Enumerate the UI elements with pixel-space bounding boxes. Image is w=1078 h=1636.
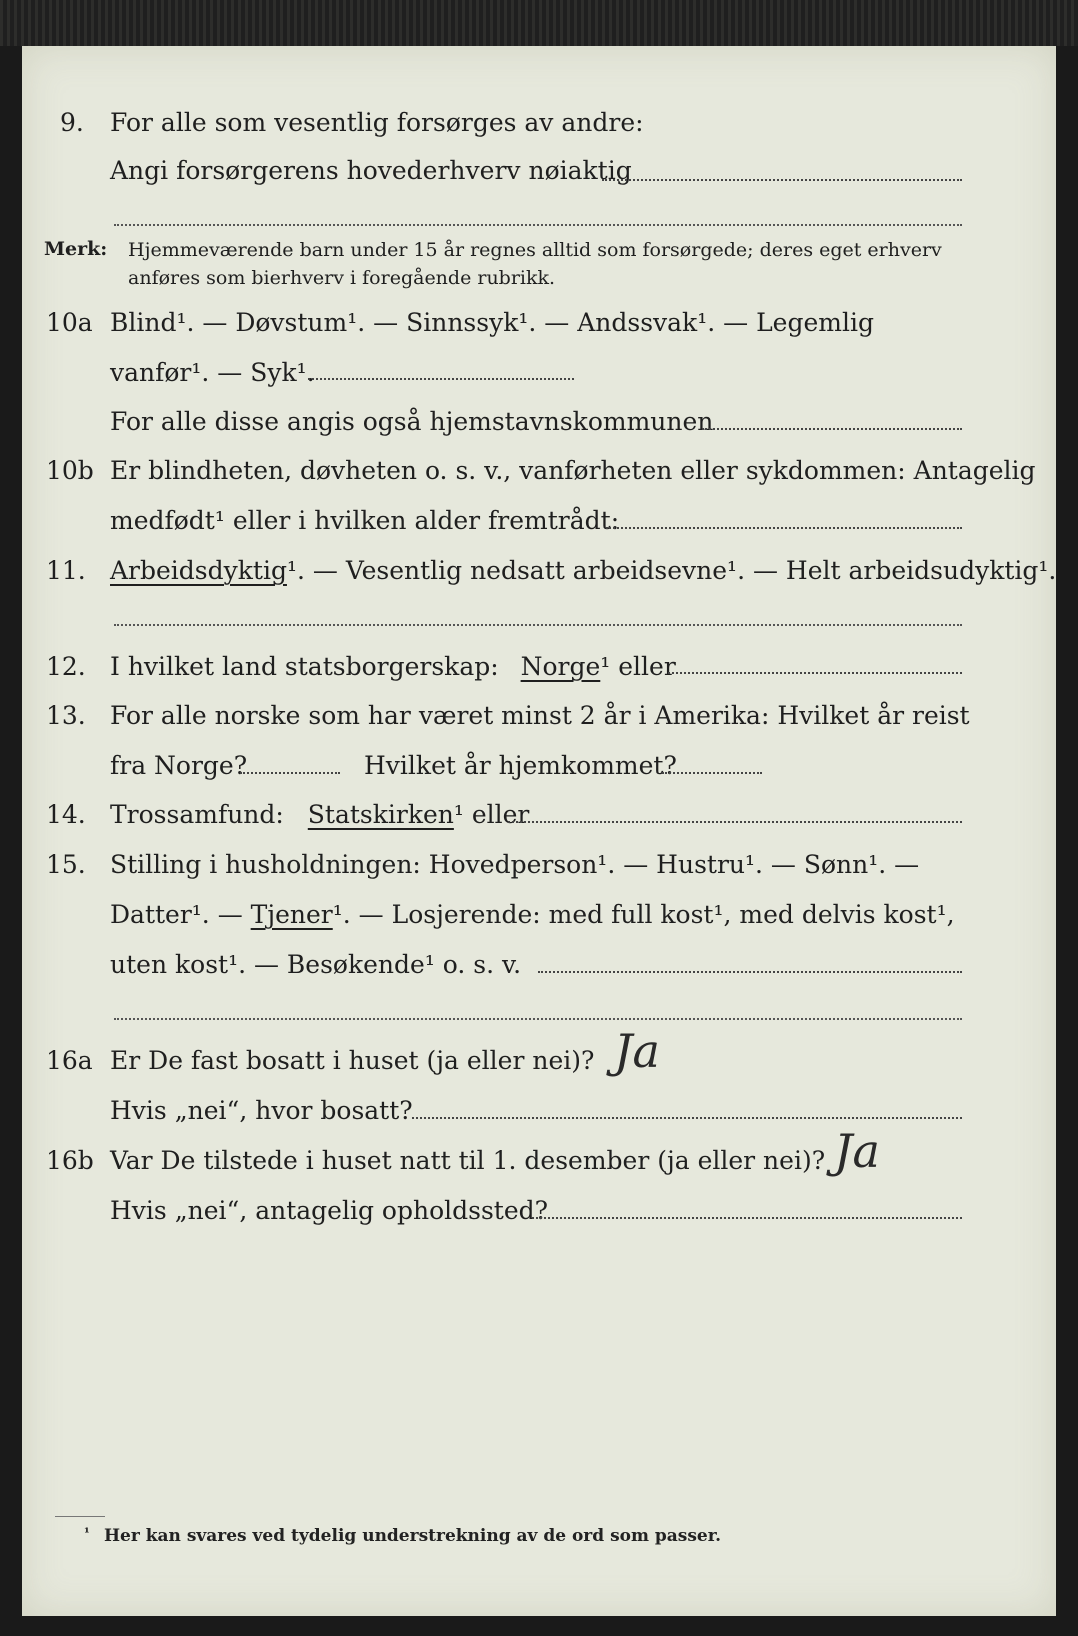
q10b-answer-line[interactable] — [606, 527, 962, 529]
q16a-answer-line[interactable] — [412, 1117, 962, 1119]
q9-answer-line-2[interactable] — [114, 224, 962, 226]
q10a-line2: vanfør¹. — Syk¹. — [110, 358, 315, 387]
q10a-line3: For alle disse angis også hjemstavnskommunen — [110, 407, 714, 436]
q9-line1: For alle som vesentlig forsørges av andre: — [110, 108, 644, 137]
q14-prefix: Trossamfund: — [110, 800, 284, 829]
q14-line — [110, 800, 529, 829]
q10b-line2: medfødt¹ eller i hvilken alder fremtrådt: — [110, 506, 620, 535]
scan-top-edge — [0, 0, 1078, 46]
q11-number: 11. — [46, 556, 86, 585]
q9-answer-line[interactable] — [602, 179, 962, 181]
q12-answer-line[interactable] — [668, 672, 962, 674]
q16a-line2: Hvis „nei“, hvor bosatt? — [110, 1096, 413, 1125]
q12-number: 12. — [46, 652, 86, 681]
q15-line2b: ¹. — Losjerende: med full kost¹, med delvis kost¹, — [332, 900, 955, 929]
q9-line2: Angi forsørgerens hovederhverv nøiaktig — [110, 156, 632, 185]
census-form-page — [22, 46, 1056, 1616]
q10b-line1: Er blindheten, døvheten o. s. v., vanførheten eller sykdommen: Antagelig — [110, 456, 1036, 485]
q12-suffix: ¹ eller — [600, 652, 676, 681]
q16b-line2: Hvis „nei“, antagelig opholdssted? — [110, 1196, 549, 1225]
q14-underlined-answer[interactable]: Statskirken — [307, 800, 454, 829]
merk-line2: anføres som bierhverv i foregående rubrikk. — [128, 267, 556, 289]
q10a-kommune-line[interactable] — [702, 428, 962, 430]
q16b-handwritten-answer[interactable]: Ja — [834, 1124, 880, 1178]
q15-line3: uten kost¹. — Besøkende¹ o. s. v. — [110, 950, 522, 979]
footnote-text: Her kan svares ved tydelig understrekning av de ord som passer. — [104, 1526, 722, 1546]
q16a-number: 16a — [46, 1046, 93, 1075]
q10a-answer-line[interactable] — [308, 378, 574, 380]
q11-line — [110, 556, 1056, 585]
q15-answer-line[interactable] — [538, 971, 962, 973]
q10b-number: 10b — [46, 456, 94, 485]
merk-line1: Hjemmeværende barn under 15 år regnes alltid som forsørgede; deres eget erhverv — [128, 239, 942, 261]
q10a-line1: Blind¹. — Døvstum¹. — Sinnssyk¹. — Andssvak¹. — Legemlig — [110, 308, 874, 337]
q15-line1: Stilling i husholdningen: Hovedperson¹. — Hustru¹. — Sønn¹. — — [110, 850, 920, 879]
q13-line1: For alle norske som har været minst 2 år i Amerika: Hvilket år reist — [110, 701, 970, 730]
q11-underlined-answer[interactable]: Arbeidsdyktig — [110, 556, 287, 585]
q13-line2b: Hvilket år hjemkommet? — [364, 751, 677, 780]
q16b-number: 16b — [46, 1146, 94, 1175]
q16a-handwritten-answer[interactable]: Ja — [614, 1024, 660, 1078]
q15-answer-line-2[interactable] — [114, 1018, 962, 1020]
q14-number: 14. — [46, 800, 86, 829]
footnote-mark: ¹ — [84, 1526, 90, 1541]
q11-rest: ¹. — Vesentlig nedsatt arbeidsevne¹. — Helt arbeidsudyktig¹. — [286, 556, 1057, 585]
q14-answer-line[interactable] — [508, 821, 962, 823]
q16b-line1: Var De tilstede i huset natt til 1. desember (ja eller nei)? — [110, 1146, 826, 1175]
q13-reist-line[interactable] — [240, 772, 340, 774]
q12-line — [110, 652, 676, 681]
q15-number: 15. — [46, 850, 86, 879]
q9-number: 9. — [60, 108, 84, 137]
q15-line2 — [110, 900, 955, 929]
q14-suffix: ¹ eller — [453, 800, 530, 829]
q10a-number: 10a — [46, 308, 93, 337]
q13-number: 13. — [46, 701, 86, 730]
q15-underlined-answer[interactable]: Tjener — [250, 900, 333, 929]
q12-underlined-answer[interactable]: Norge — [520, 652, 601, 681]
footnote-rule — [55, 1516, 105, 1517]
q11-answer-line[interactable] — [114, 624, 962, 626]
q12-prefix: I hvilket land statsborgerskap: — [110, 652, 499, 681]
q13-line2a: fra Norge? — [110, 751, 248, 780]
merk-label: Merk: — [44, 238, 108, 260]
q16a-line1: Er De fast bosatt i huset (ja eller nei)? — [110, 1046, 595, 1075]
q16b-answer-line[interactable] — [532, 1217, 962, 1219]
q15-line2a: Datter¹. — — [110, 900, 243, 929]
q13-hjemkommet-line[interactable] — [662, 772, 762, 774]
